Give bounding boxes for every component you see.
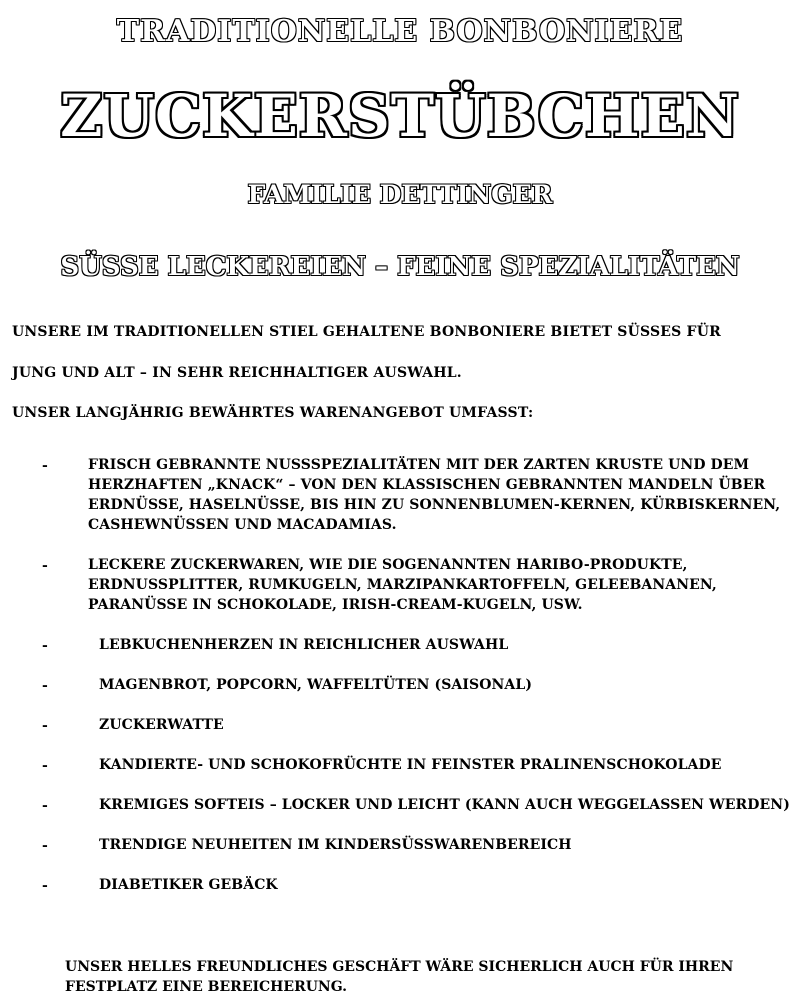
list-item: KREMIGES SOFTEIS – LOCKER UND LEICHT (KANN AUCH WEGGELASSEN WERDEN) xyxy=(99,797,790,813)
closing-paragraph: UNSER HELLES FREUNDLICHES GESCHÄFT WÄRE SICHERLICH AUCH FÜR IHREN FESTPLATZ EINE BEREICHERUNG. xyxy=(65,959,734,995)
slogan: SÜSSE LECKEREIEN – FEINE SPEZIALITÄTEN xyxy=(60,252,740,282)
list-bullet: - xyxy=(42,758,48,774)
list-item: FRISCH GEBRANNTE NUSSSPEZIALITÄTEN MIT DER ZARTEN KRUSTE UND DEM HERZHAFTEN „KNACK“ – VON DEN KLASSISCHEN GEBRANNTEN MANDELN ÜBER ERDNÜSSE, HASELNÜSSE, BIS HIN ZU SONNENBLUMEN-KERNEN, KÜRBISKERNEN, CASHEWNÜSSEN UND MACADAMIAS. xyxy=(88,457,781,533)
intro-line-2: JUNG UND ALT – IN SEHR REICHHALTIGER AUSWAHL. xyxy=(12,365,462,381)
subtitle-heading: TRADITIONELLE BONBONIERE xyxy=(116,14,684,49)
list-item: TRENDIGE NEUHEITEN IM KINDERSÜSSWARENBEREICH xyxy=(99,837,572,853)
intro-line-3: UNSER LANGJÄHRIG BEWÄHRTES WARENANGEBOT UMFASST: xyxy=(12,405,534,421)
list-bullet: - xyxy=(42,458,48,474)
list-item: MAGENBROT, POPCORN, WAFFELTÜTEN (SAISONAL) xyxy=(99,677,533,693)
list-bullet: - xyxy=(42,638,48,654)
list-bullet: - xyxy=(42,558,48,574)
list-bullet: - xyxy=(42,838,48,854)
family-name: FAMILIE DETTINGER xyxy=(247,180,553,209)
list-item: LECKERE ZUCKERWAREN, WIE DIE SOGENANNTEN HARIBO-PRODUKTE, ERDNUSSPLITTER, RUMKUGELN, MARZIPANKARTOFFELN, GELEEBANANEN, PARANÜSSE IN SCHOKOLADE, IRISH-CREAM-KUGELN, USW. xyxy=(88,557,717,613)
list-item: KANDIERTE- UND SCHOKOFRÜCHTE IN FEINSTER PRALINENSCHOKOLADE xyxy=(99,757,722,773)
list-bullet: - xyxy=(42,678,48,694)
list-bullet: - xyxy=(42,718,48,734)
list-item: ZUCKERWATTE xyxy=(99,717,224,733)
intro-line-1: UNSERE IM TRADITIONELLEN STIEL GEHALTENE BONBONIERE BIETET SÜSSES FÜR xyxy=(12,324,721,340)
list-item: DIABETIKER GEBÄCK xyxy=(99,877,278,893)
list-bullet: - xyxy=(42,878,48,894)
shop-title: ZUCKERSTÜBCHEN xyxy=(60,82,740,150)
list-bullet: - xyxy=(42,798,48,814)
list-item: LEBKUCHENHERZEN IN REICHLICHER AUSWAHL xyxy=(99,637,509,653)
